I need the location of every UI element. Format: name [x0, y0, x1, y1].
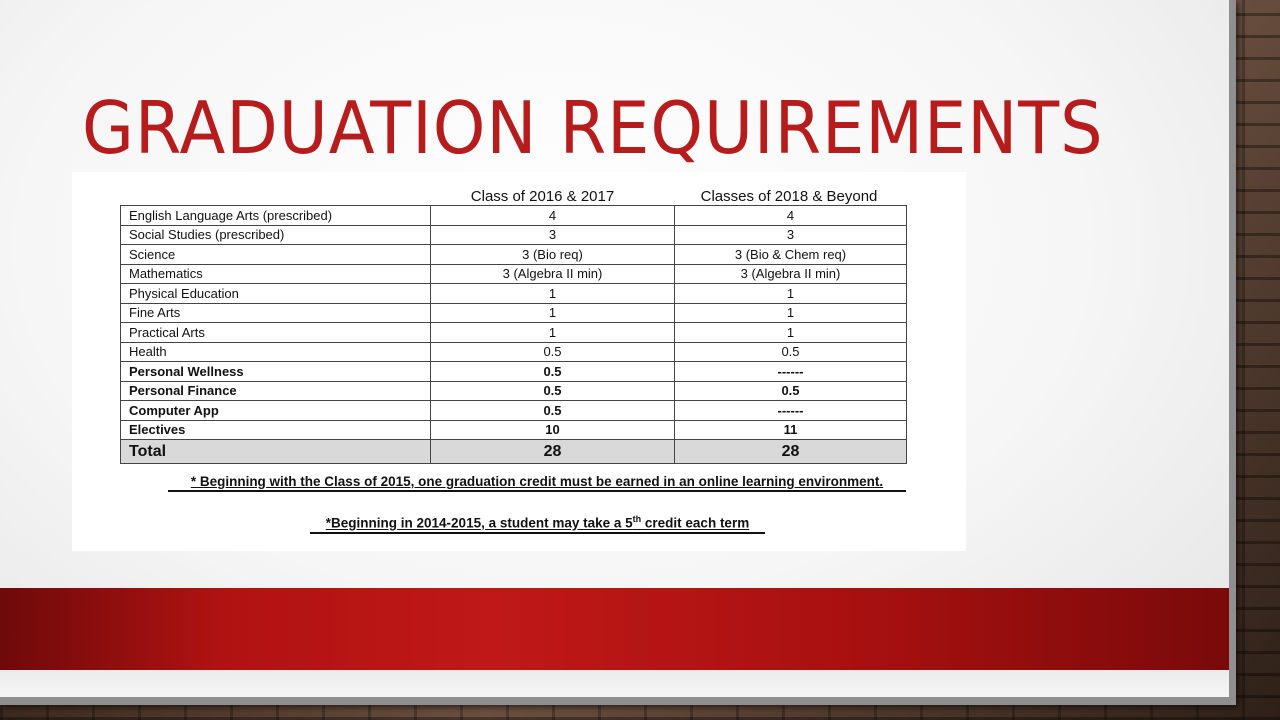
credits-2018-cell: 11: [675, 420, 907, 440]
credits-2018-cell: 4: [675, 206, 907, 226]
credits-2016-cell: 3 (Bio req): [431, 245, 675, 265]
credits-2016-cell: 1: [431, 284, 675, 304]
fifth-credit-note: [310, 514, 765, 534]
credits-2016-cell: 1: [431, 323, 675, 343]
credits-2016-cell: 10: [431, 420, 675, 440]
fifth-credit-note-text: *Beginning in 2014-2015, a student may take a 5: [325, 515, 633, 531]
credits-2016-cell: 0.5: [431, 381, 675, 401]
table-row: [121, 284, 907, 304]
credits-2018-cell: ------: [675, 362, 907, 382]
total-label-cell: Total: [121, 440, 431, 464]
table-row: [121, 245, 907, 265]
credits-2016-cell: 3 (Algebra II min): [431, 264, 675, 284]
credits-2018-cell: 0.5: [675, 381, 907, 401]
requirements-table-image: [72, 172, 966, 551]
fifth-credit-note-tail: credit each term: [641, 515, 750, 531]
subject-cell: Fine Arts: [121, 303, 431, 323]
credits-2018-cell: 1: [675, 303, 907, 323]
subject-cell: Science: [121, 245, 431, 265]
subject-cell: Physical Education: [121, 284, 431, 304]
table-row: [121, 401, 907, 421]
total-2018-cell: 28: [675, 440, 907, 464]
subject-cell: Mathematics: [121, 264, 431, 284]
table-row: [121, 420, 907, 440]
subject-cell: Health: [121, 342, 431, 362]
table-row: [121, 342, 907, 362]
table-row: [121, 303, 907, 323]
credits-2018-cell: 1: [675, 323, 907, 343]
slide-bottom-margin: [0, 670, 1229, 697]
table-row: [121, 225, 907, 245]
credits-2018-cell: 3 (Bio & Chem req): [675, 245, 907, 265]
subject-cell: Personal Finance: [121, 381, 431, 401]
credits-2016-cell: 0.5: [431, 362, 675, 382]
credits-2016-cell: 1: [431, 303, 675, 323]
table-row: [121, 206, 907, 226]
credits-2016-cell: 4: [431, 206, 675, 226]
decorative-red-band: [0, 588, 1229, 670]
credits-2018-cell: 3: [675, 225, 907, 245]
requirements-table: [120, 205, 907, 464]
subject-cell: Social Studies (prescribed): [121, 225, 431, 245]
credits-2018-cell: 1: [675, 284, 907, 304]
table-row: [121, 362, 907, 382]
subject-cell: English Language Arts (prescribed): [121, 206, 431, 226]
column-header-class-2018-beyond: Classes of 2018 & Beyond: [700, 188, 878, 205]
table-row: [121, 264, 907, 284]
total-row: [121, 440, 907, 464]
credits-2016-cell: 0.5: [431, 401, 675, 421]
fifth-credit-note-sup: th: [632, 514, 642, 524]
credits-2016-cell: 0.5: [431, 342, 675, 362]
credits-2016-cell: 3: [431, 225, 675, 245]
credits-2018-cell: 0.5: [675, 342, 907, 362]
subject-cell: Computer App: [121, 401, 431, 421]
subject-cell: Practical Arts: [121, 323, 431, 343]
total-2016-cell: 28: [431, 440, 675, 464]
subject-cell: Electives: [121, 420, 431, 440]
credits-2018-cell: 3 (Algebra II min): [675, 264, 907, 284]
credits-2018-cell: ------: [675, 401, 907, 421]
subject-cell: Personal Wellness: [121, 362, 431, 382]
table-row: [121, 323, 907, 343]
table-row: [121, 381, 907, 401]
column-header-class-2016-2017: Class of 2016 & 2017: [470, 188, 615, 205]
online-credit-note: * Beginning with the Class of 2015, one graduation credit must be earned in an online learning environment.: [168, 474, 906, 492]
slide-title: GRADUATION REQUIREMENTS: [82, 86, 1104, 170]
